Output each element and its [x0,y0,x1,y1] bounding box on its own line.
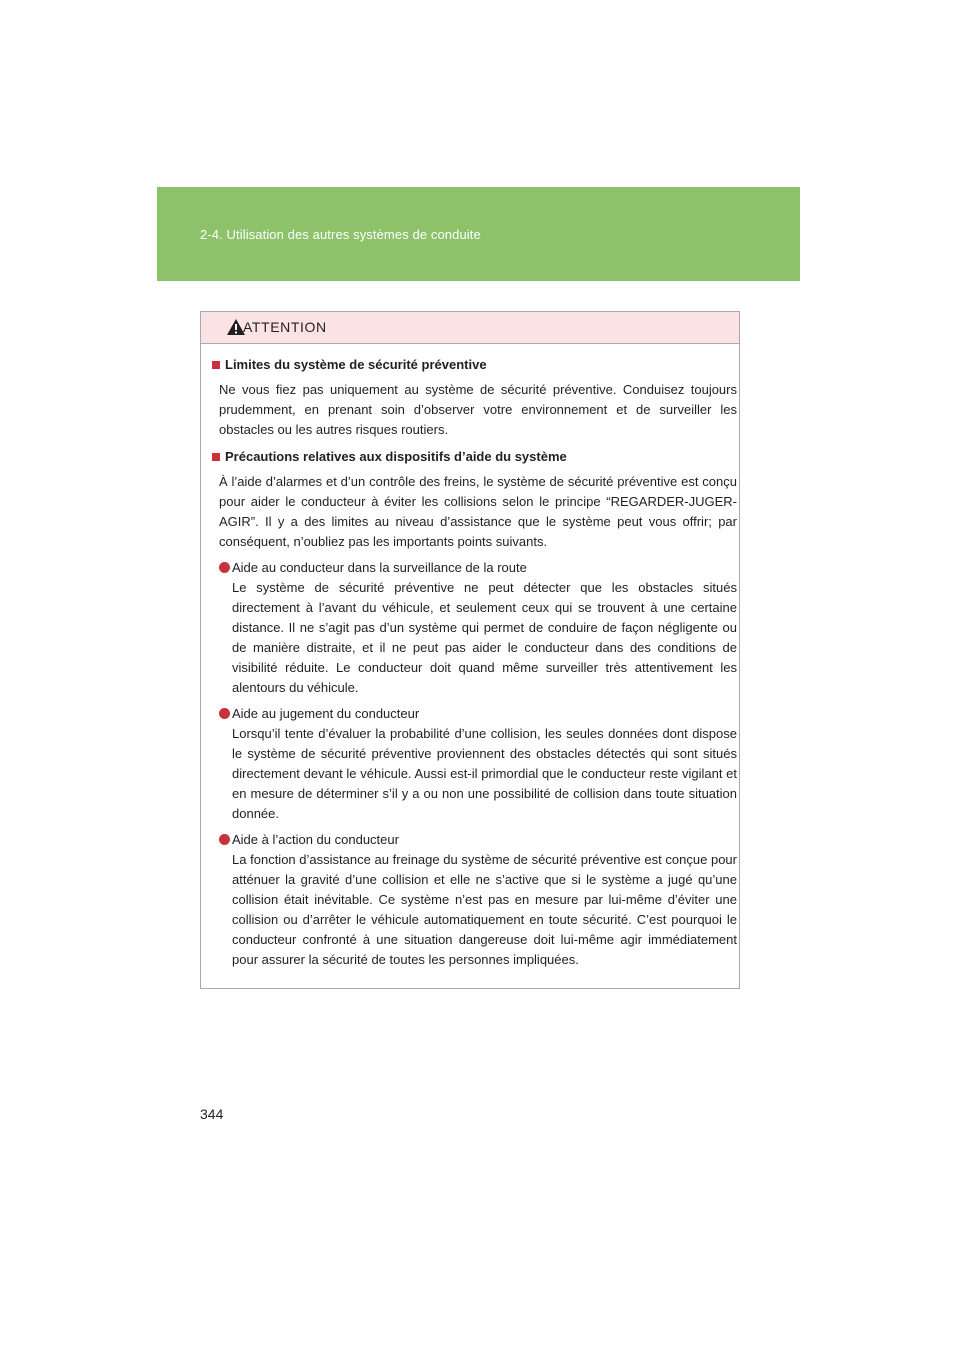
warning-label: ATTENTION [243,319,327,335]
list-item-title: Aide au jugement du conducteur [232,706,420,721]
round-bullet-icon [219,708,230,719]
list-item-text: Le système de sécurité préventive ne peut détecter que les obstacles situés directement à l’avant du véhicule, et seulement ceux qui se trouvent à une certaine distance. Il ne s’agit pas d’un système qui permet de conduire de façon négligente ou de manière distraite, et il ne peut pas aider le conducteur dans des conditions de visibilité réduite. Le conducteur doit quand même surveiller très attentivement les alentours du véhicule. [232,580,737,695]
square-bullet-icon [212,361,220,369]
page-number: 344 [200,1106,224,1122]
square-bullet-icon [212,453,220,461]
list-item [232,558,737,698]
section-paragraph: À l’aide d’alarmes et d’un contrôle des freins, le système de sécurité préventive est conçu pour aider le conducteur à éviter les collisions selon le principe “REGARDER-JUGER-AGIR”. Il y a des limites au niveau d’assistance que le système peut vous offrir; par conséquent, n’oubliez pas les importants points suivants. [219,474,737,549]
list-item-text: La fonction d’assistance au freinage du système de sécurité préventive est conçue pour atténuer la gravité d’une collision et elle ne s’active que si le système a jugé qu’une collision était inévitable. Ce système n’est pas en mesure par lui-même d’éviter une collision ou d’arrêter le véhicule automatiquement en toute sécurité. C’est pourquoi le conducteur confronté à une situation dangereuse doit lui-même agir immédiatement pour assurer la sécurité de toutes les personnes impliquées. [232,852,737,967]
warning-header [201,312,739,344]
warning-body [201,344,739,970]
chapter-header-band [157,187,800,281]
list-item [232,704,737,824]
section-paragraph: Ne vous fiez pas uniquement au système de sécurité préventive. Conduisez toujours prudemment, en prenant soin d’observer votre environnement et de surveiller les obstacles ou les autres risques routiers. [219,382,737,437]
list-item-text: Lorsqu’il tente d’évaluer la probabilité d’une collision, les seules données dont dispose le système de sécurité préventive proviennent des obstacles détectés qui sont situés directement devant le véhicule. Aussi est-il primordial que le conducteur reste vigilant et en mesure de déterminer s’il y a ou non une possibilité de collision dans toute situation donnée. [232,726,737,821]
round-bullet-icon [219,834,230,845]
list-item [232,830,737,970]
section-heading-text: Limites du système de sécurité préventive [225,357,487,372]
chapter-title: 2-4. Utilisation des autres systèmes de conduite [200,227,481,242]
round-bullet-icon [219,562,230,573]
section-heading [212,448,739,465]
list-item-title: Aide à l’action du conducteur [232,832,399,847]
section-heading-text: Précautions relatives aux dispositifs d’aide du système [225,449,567,464]
list-item-title: Aide au conducteur dans la surveillance de la route [232,560,527,575]
section-heading [212,356,739,373]
warning-box [200,311,740,989]
